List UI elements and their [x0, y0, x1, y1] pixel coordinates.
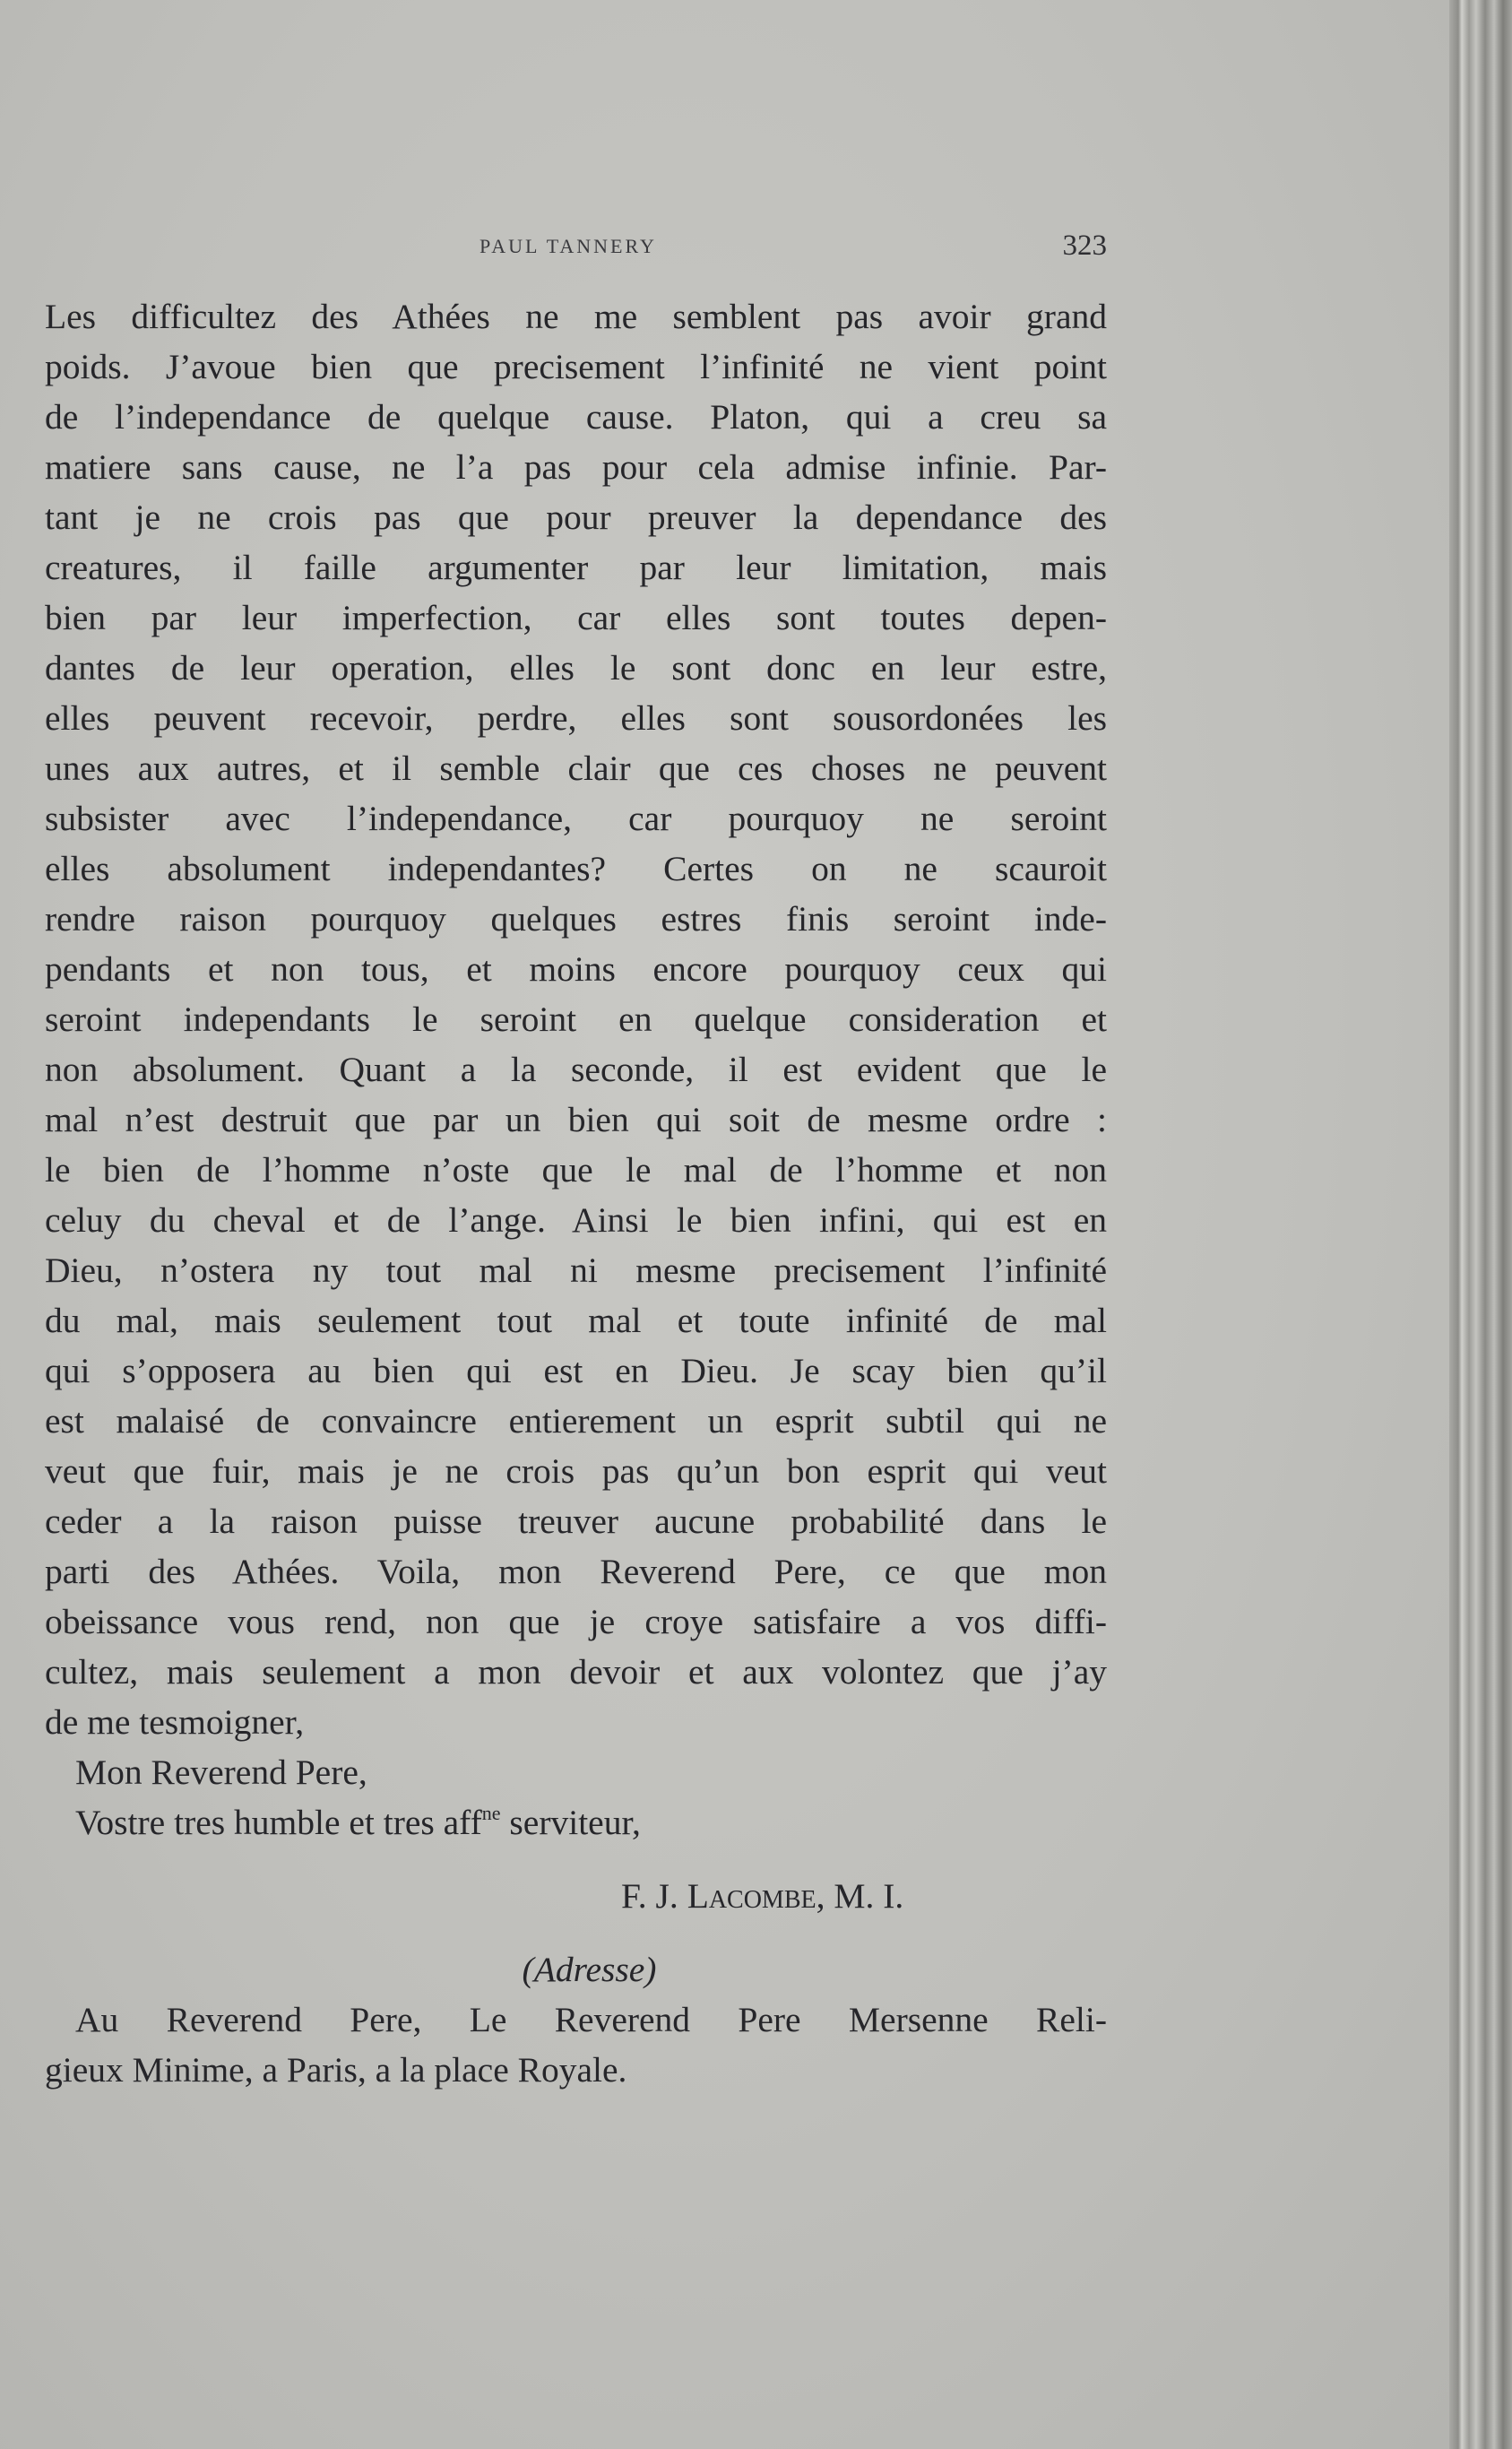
closing-formula [45, 1797, 1107, 1848]
signature-order: , M. I. [816, 1876, 904, 1916]
text-line: creatures, il faille argumenter par leur limitation, mais [45, 548, 1107, 587]
text-line: veut que fuir, mais je ne crois pas qu’un bon esprit qui veut [45, 1451, 1107, 1491]
text-line: qui s’opposera au bien qui est en Dieu. Je scay bien qu’il [45, 1351, 1107, 1390]
page-number: 323 [1062, 229, 1107, 262]
text-line: elles absolument independantes? Certes on ne scauroit [45, 849, 1107, 888]
text-line: unes aux autres, et il semble clair que ces choses ne peuvent [45, 749, 1107, 788]
text-line: le bien de l’homme n’oste que le mal de l’homme et non [45, 1150, 1107, 1190]
text-line: rendre raison pourquoy quelques estres finis seroint inde- [45, 899, 1107, 939]
text-line: est malaisé de convaincre entierement un esprit subtil qui ne [45, 1401, 1107, 1441]
text-line: du mal, mais seulement tout mal et toute infinité de mal [45, 1301, 1107, 1340]
text-line: poids. J’avoue bien que precisement l’infinité ne vient point [45, 347, 1107, 386]
text-line: obeissance vous rend, non que je croye satisfaire a vos diffi- [45, 1602, 1107, 1641]
text-line: non absolument. Quant a la seconde, il est evident que le [45, 1050, 1107, 1089]
address-close-paren: ) [644, 1950, 657, 1989]
text-line: subsister avec l’independance, car pourquoy ne seroint [45, 799, 1107, 838]
text-line: elles peuvent recevoir, perdre, elles sont sousordonées les [45, 698, 1107, 738]
text-line: Les difficultez des Athées ne me semblent pas avoir grand [45, 297, 1107, 336]
running-title: PAUL TANNERY [480, 235, 657, 257]
closing-abbrev-superscript: ne [481, 1802, 501, 1824]
text-line: mal n’est destruit que par un bien qui soit de mesme ordre : [45, 1100, 1107, 1139]
address-heading [45, 1944, 1107, 1995]
address-line: Au Reverend Pere, Le Reverend Pere Mersenne Reli- [75, 2000, 1107, 2039]
text-line-final: de me tesmoigner, [45, 1702, 305, 1742]
letter-body [45, 291, 1107, 2095]
text-line: seroint independants le seroint en quelque consideration et [45, 1000, 1107, 1039]
closing-text: Vostre tres humble et tres aff [75, 1803, 482, 1842]
closing-text-end: serviteur, [500, 1803, 641, 1842]
text-line: parti des Athées. Voila, mon Reverend Pere, ce que mon [45, 1552, 1107, 1591]
running-head [45, 229, 1107, 265]
text-line: matiere sans cause, ne l’a pas pour cela admise infinie. Par- [45, 447, 1107, 487]
address-open-paren: ( [522, 1950, 534, 1989]
signature-initials: F. J. [621, 1876, 687, 1916]
address-title: Adresse [533, 1950, 645, 1989]
text-line: cultez, mais seulement a mon devoir et aux volontez que j’ay [45, 1652, 1107, 1692]
signature [45, 1871, 1107, 1921]
signature-name: Lacombe [687, 1876, 816, 1916]
text-line: celuy du cheval et de l’ange. Ainsi le bien infini, qui est en [45, 1200, 1107, 1240]
text-line: bien par leur imperfection, car elles sont toutes depen- [45, 598, 1107, 637]
text-line: tant je ne crois pas que pour preuver la dependance des [45, 498, 1107, 537]
salutation: Mon Reverend Pere, [75, 1752, 367, 1792]
book-binding-edge [1449, 0, 1512, 2449]
text-line: de l’independance de quelque cause. Platon, qui a creu sa [45, 397, 1107, 437]
text-line: ceder a la raison puisse treuver aucune probabilité dans le [45, 1501, 1107, 1541]
address-line-final: gieux Minime, a Paris, a la place Royale. [45, 2050, 627, 2090]
text-line: Dieu, n’ostera ny tout mal ni mesme precisement l’infinité [45, 1250, 1107, 1290]
text-line: pendants et non tous, et moins encore pourquoy ceux qui [45, 949, 1107, 989]
text-line: dantes de leur operation, elles le sont donc en leur estre, [45, 648, 1107, 688]
